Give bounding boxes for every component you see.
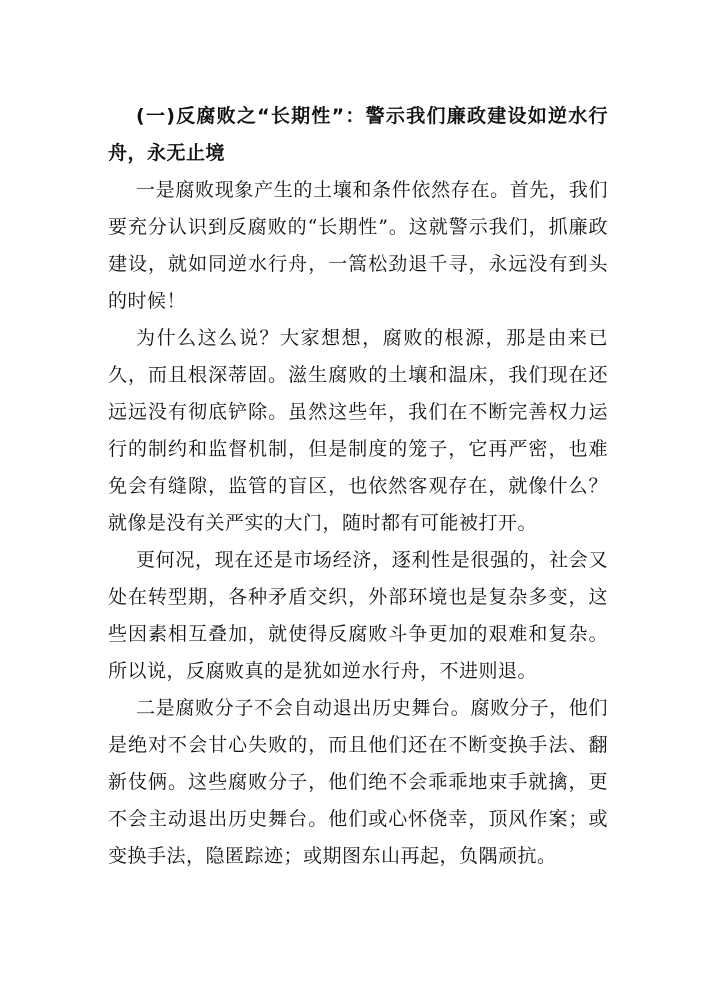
paragraph-1: 一是腐败现象产生的土壤和条件依然存在。首先，我们要充分认识到反腐败的“长期性”。这就警示我们，抓廉政建设，就如同逆水行舟，一篙松劲退千寻，永远没有到头的时候！ <box>108 179 608 312</box>
paragraph-3: 更何况，现在还是市场经济，逐利性是很强的，社会又处在转型期，各种矛盾交织，外部环境也是复杂多变，这些因素相互叠加，就使得反腐败斗争更加的艰难和复杂。所以说，反腐败真的是犹如逆水行舟，不进则退。 <box>108 549 608 682</box>
document-body <box>108 98 608 875</box>
section-heading: (一)反腐败之“长期性”：警示我们廉政建设如逆水行舟，永无止境 <box>108 105 608 164</box>
paragraph-2: 为什么这么说？大家想想，腐败的根源，那是由来已久，而且根深蒂固。滋生腐败的土壤和温床，我们现在还远远没有彻底铲除。虽然这些年，我们在不断完善权力运行的制约和监督机制，但是制度的笼子，它再严密，也难免会有缝隙，监管的盲区，也依然客观存在，就像什么？就像是没有关严实的大门，随时都有可能被打开。 <box>108 327 608 534</box>
paragraph-4: 二是腐败分子不会自动退出历史舞台。腐败分子，他们是绝对不会甘心失败的，而且他们还在不断变换手法、翻新伎俩。这些腐败分子，他们绝不会乖乖地束手就擒，更不会主动退出历史舞台。他们或心怀侥幸，顶风作案；或变换手法，隐匿踪迹；或期图东山再起，负隅顽抗。 <box>108 697 608 867</box>
